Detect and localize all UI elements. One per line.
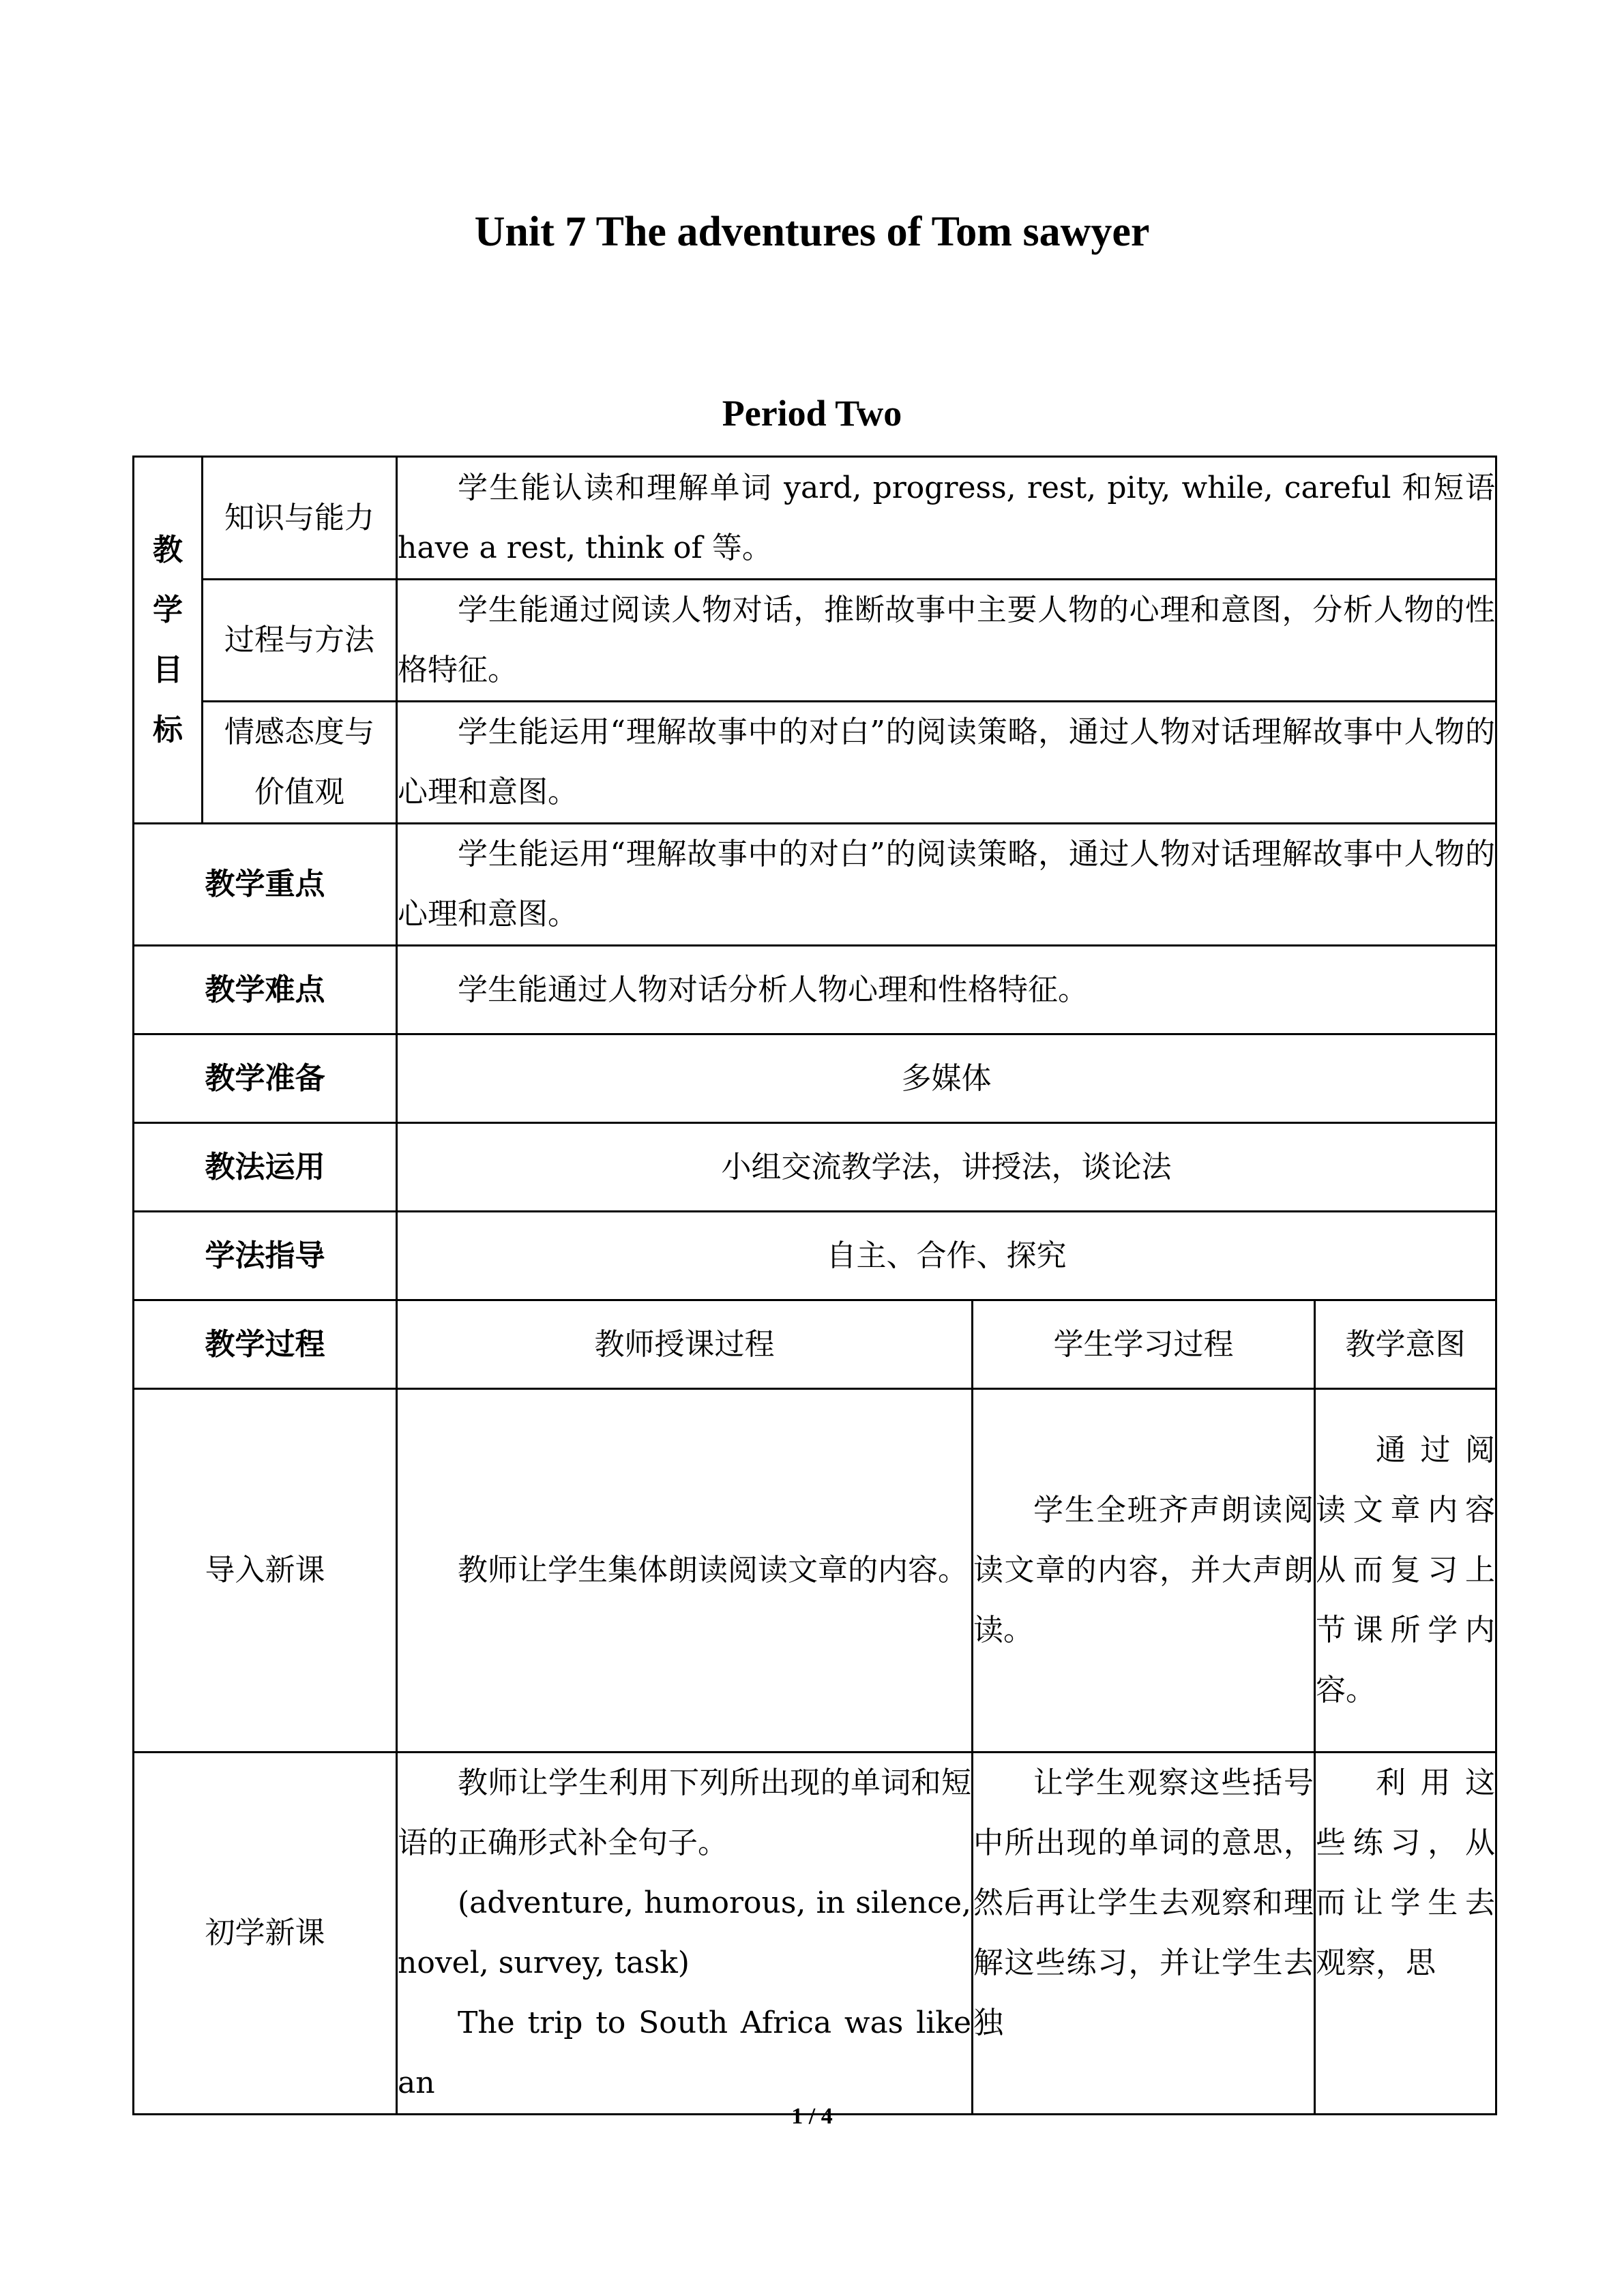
methods-text: 小组交流教学法，讲授法，谈论法 [397, 1123, 1496, 1212]
objective-label-attitude: 情感态度与 价值观 [203, 702, 397, 824]
objective-row-process [134, 580, 1496, 702]
stage-student-text: 让学生观察这些括号中所出现的单词的意思，然后再让学生去观察和理解这些练习，并让学生去独 [973, 1753, 1315, 2115]
lesson-plan-table [132, 456, 1497, 2115]
key-point-row [134, 824, 1496, 946]
guidance-label: 学法指导 [134, 1212, 397, 1300]
teacher-process-header: 教师授课过程 [397, 1300, 973, 1389]
difficulty-label: 教学难点 [134, 946, 397, 1034]
stage-name: 初学新课 [134, 1753, 397, 2115]
guidance-text: 自主、合作、探究 [397, 1212, 1496, 1300]
key-point-label: 教学重点 [134, 824, 397, 946]
page-number: 1 / 4 [791, 2104, 833, 2129]
student-process-header: 学生学习过程 [973, 1300, 1315, 1389]
objective-text-knowledge: 学生能认读和理解单词 yard, progress, rest, pity, while, careful 和短语 have a rest, think of 等。 [397, 457, 1496, 580]
methods-label: 教法运用 [134, 1123, 397, 1212]
intent-header: 教学意图 [1315, 1300, 1496, 1389]
stage-student-text: 学生全班齐声朗读阅读文章的内容，并大声朗读。 [973, 1389, 1315, 1753]
objective-row-attitude [134, 702, 1496, 824]
objective-label-knowledge: 知识与能力 [203, 457, 397, 580]
stage-intent-text: 利用这些练习，从而让学生去观察，思 [1315, 1753, 1496, 2115]
objective-text-process: 学生能通过阅读人物对话，推断故事中主要人物的心理和意图，分析人物的性格特征。 [397, 580, 1496, 702]
stage-name: 导入新课 [134, 1389, 397, 1753]
process-header-row [134, 1300, 1496, 1389]
document-title: Unit 7 The adventures of Tom sawyer [474, 209, 1150, 255]
stage-row-intro [134, 1389, 1496, 1753]
objective-label-process: 过程与方法 [203, 580, 397, 702]
guidance-row [134, 1212, 1496, 1300]
preparation-row [134, 1034, 1496, 1123]
objective-text-attitude: 学生能运用“理解故事中的对白”的阅读策略，通过人物对话理解故事中人物的心理和意图。 [397, 702, 1496, 824]
key-point-text: 学生能运用“理解故事中的对白”的阅读策略，通过人物对话理解故事中人物的心理和意图。 [397, 824, 1496, 946]
stage-teacher-text: 教师让学生利用下列所出现的单词和短语的正确形式补全句子。 (adventure, humorous, in silence, novel, survey, task) The trip to South Africa was like an [397, 1753, 973, 2115]
objective-row-knowledge [134, 457, 1496, 580]
preparation-label: 教学准备 [134, 1034, 397, 1123]
stage-row-new-lesson [134, 1753, 1496, 2115]
document-subtitle: Period Two [722, 393, 902, 434]
preparation-text: 多媒体 [397, 1034, 1496, 1123]
difficulty-row [134, 946, 1496, 1034]
objectives-label: 教 学 目 标 [134, 457, 203, 824]
process-label: 教学过程 [134, 1300, 397, 1389]
stage-teacher-text: 教师让学生集体朗读阅读文章的内容。 [397, 1389, 973, 1753]
methods-row [134, 1123, 1496, 1212]
stage-intent-text: 通过阅读文章内容从而复习上节课所学内容。 [1315, 1389, 1496, 1753]
difficulty-text: 学生能通过人物对话分析人物心理和性格特征。 [397, 946, 1496, 1034]
